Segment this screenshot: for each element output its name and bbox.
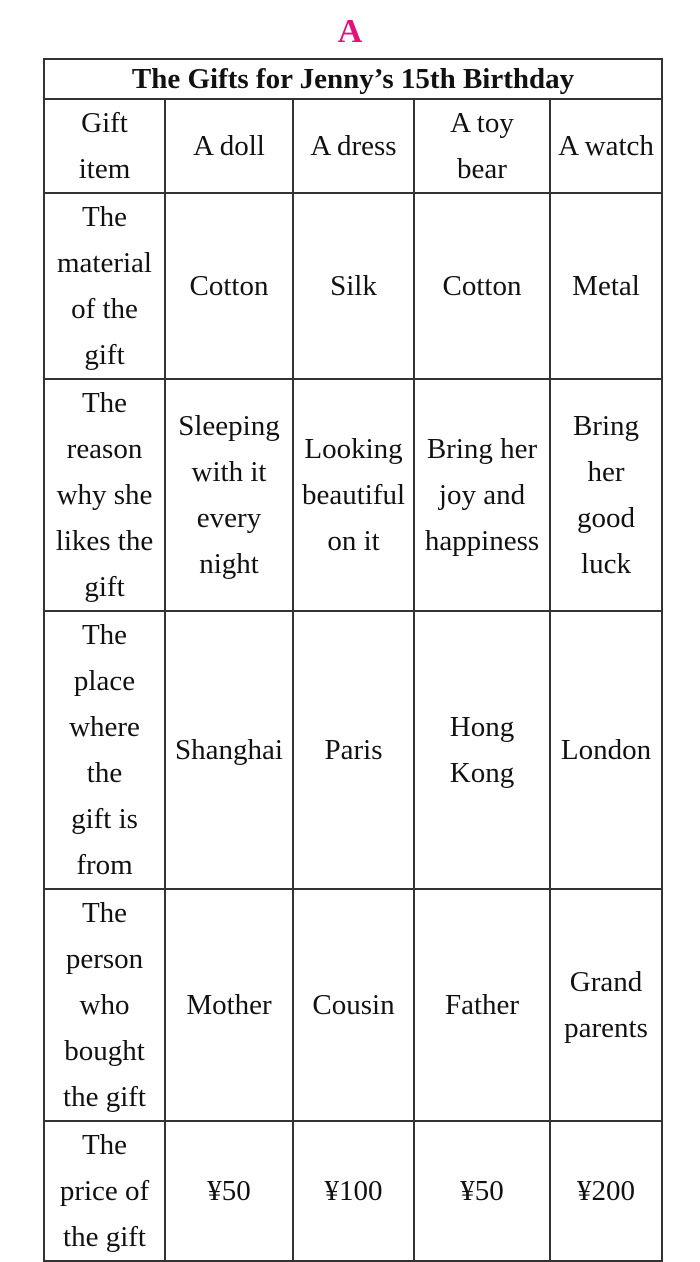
label-line: the gift	[63, 1081, 146, 1113]
label-line: from	[76, 849, 133, 881]
cell-line: A watch	[558, 130, 654, 162]
cell-line: Mother	[186, 989, 272, 1021]
table-cell	[414, 889, 550, 1121]
cell-line: with it	[191, 456, 267, 488]
header-item-cell	[165, 99, 293, 193]
table-cell	[165, 611, 293, 889]
table-cell	[550, 193, 662, 379]
row-label-cell	[44, 889, 165, 1121]
row-label-cell	[44, 379, 165, 611]
cell-line: ¥50	[207, 1175, 251, 1207]
cell-line: good	[577, 502, 635, 534]
label-line: price of	[59, 1175, 150, 1207]
cell-line: A dress	[310, 130, 397, 162]
cell-line: Sleeping	[178, 410, 280, 442]
table-cell	[550, 611, 662, 889]
cell-line: ¥200	[577, 1175, 635, 1207]
cell-line: beautiful	[301, 479, 406, 511]
cell-line: happiness	[424, 525, 540, 557]
table-cell	[550, 1121, 662, 1261]
label-line: The	[81, 1129, 128, 1161]
label-line: The	[81, 897, 128, 929]
header-item-cell	[550, 99, 662, 193]
label-line: who	[79, 989, 130, 1021]
label-line: the gift	[63, 1221, 146, 1253]
cell-line: parents	[564, 1012, 648, 1044]
row-label-cell	[44, 193, 165, 379]
table-cell	[165, 889, 293, 1121]
table-row-place	[44, 611, 662, 889]
cell-line: her	[587, 456, 625, 488]
table-row-person	[44, 889, 662, 1121]
label-line: The	[81, 201, 128, 233]
table-cell	[293, 889, 414, 1121]
table-cell	[293, 193, 414, 379]
row-label-cell	[44, 611, 165, 889]
header-item-cell	[293, 99, 414, 193]
cell-line: Hong	[449, 711, 515, 743]
cell-line: A toy	[450, 107, 514, 139]
table-cell	[293, 611, 414, 889]
cell-line: bear	[457, 153, 507, 185]
section-label: A	[337, 13, 363, 50]
cell-line: Silk	[330, 270, 377, 302]
label-line: where	[69, 711, 140, 743]
table-cell	[550, 889, 662, 1121]
table-cell	[414, 193, 550, 379]
title-row	[44, 59, 662, 99]
cell-line: Bring	[572, 410, 640, 442]
label-line: why she	[56, 479, 153, 511]
cell-line: Kong	[449, 757, 515, 789]
table-cell	[165, 1121, 293, 1261]
label-line: of the	[71, 293, 138, 325]
header-row	[44, 99, 662, 193]
header-label-cell	[44, 99, 165, 193]
cell-line: night	[199, 548, 259, 580]
label-line: place	[73, 665, 136, 697]
cell-line: Cotton	[189, 270, 269, 302]
row-label-cell	[44, 1121, 165, 1261]
cell-line: Cousin	[312, 989, 395, 1021]
table-cell	[414, 1121, 550, 1261]
table-row-material	[44, 193, 662, 379]
cell-line: Father	[444, 989, 520, 1021]
table-cell	[293, 379, 414, 611]
label-line: reason	[66, 433, 143, 465]
label-line: gift is	[71, 803, 138, 835]
table-cell	[414, 611, 550, 889]
label-line: gift	[84, 571, 125, 603]
cell-line: London	[560, 734, 652, 766]
cell-line: Paris	[324, 734, 383, 766]
header-item-cell	[414, 99, 550, 193]
label-line: The	[81, 619, 128, 651]
gifts-table	[43, 58, 663, 1262]
cell-line: Metal	[572, 270, 640, 302]
label-line: item	[78, 153, 131, 185]
table-cell	[414, 379, 550, 611]
cell-line: Bring her	[426, 433, 538, 465]
table-title: The Gifts for Jenny’s 15th Birthday	[44, 59, 662, 99]
cell-line: A doll	[193, 130, 265, 162]
label-line: person	[65, 943, 144, 975]
cell-line: Looking	[304, 433, 403, 465]
cell-line: ¥50	[460, 1175, 504, 1207]
cell-line: Grand	[569, 966, 643, 998]
table-row-reason	[44, 379, 662, 611]
cell-line: ¥100	[324, 1175, 383, 1207]
label-line: The	[81, 387, 128, 419]
label-line: material	[56, 247, 152, 279]
label-line: bought	[64, 1035, 145, 1067]
table-cell	[293, 1121, 414, 1261]
cell-line: Shanghai	[175, 734, 283, 766]
table-cell	[165, 379, 293, 611]
table-row-price	[44, 1121, 662, 1261]
label-line: Gift	[81, 107, 128, 139]
label-line: likes the	[55, 525, 154, 557]
table-cell	[165, 193, 293, 379]
cell-line: joy and	[438, 479, 526, 511]
cell-line: on it	[327, 525, 380, 557]
cell-line: Cotton	[442, 270, 522, 302]
label-line: gift	[84, 339, 125, 371]
label-line: the	[86, 757, 123, 789]
cell-line: every	[196, 502, 262, 534]
table-cell	[550, 379, 662, 611]
cell-line: luck	[581, 548, 631, 580]
